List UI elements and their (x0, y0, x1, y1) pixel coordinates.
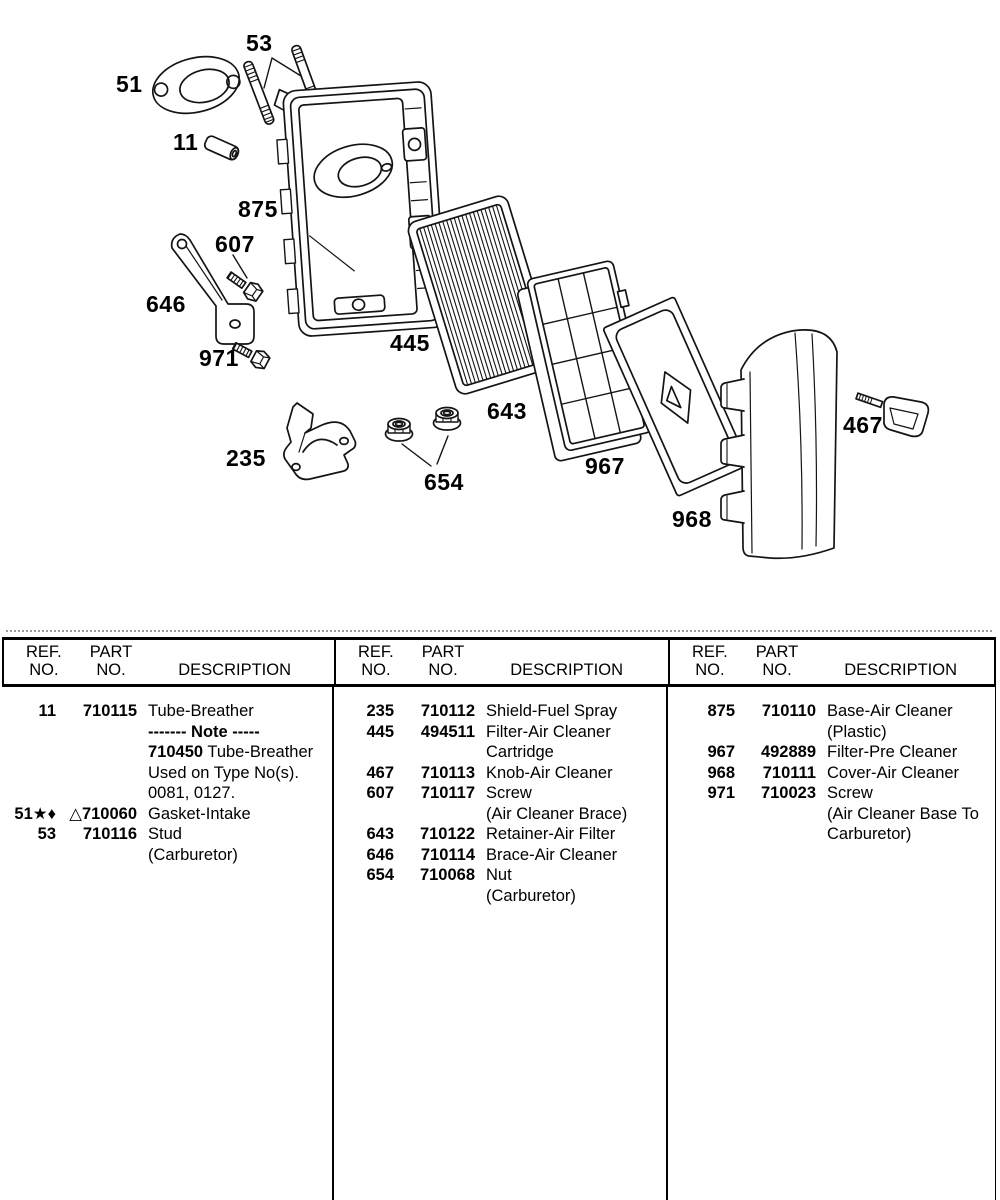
description (816, 783, 995, 845)
table-column-1 (0, 687, 334, 1200)
parts-table-body (0, 687, 996, 1200)
description-text: Shield-Fuel Spray (486, 702, 618, 720)
description (816, 742, 995, 763)
description-text: Used on Type No(s). (148, 763, 300, 782)
ref-no: 875 (707, 702, 735, 720)
table-header-column-2 (336, 640, 670, 684)
header-line: REF. (26, 643, 62, 661)
description (475, 783, 666, 824)
description (475, 865, 666, 906)
part-label-654: 654 (424, 469, 464, 495)
header-line: NO. (361, 661, 391, 679)
base-air-cleaner-drawing (273, 79, 447, 337)
part-label-607: 607 (215, 231, 255, 257)
part-no: 492889 (760, 743, 816, 761)
ref-no: 53 (37, 825, 56, 843)
part-label-646: 646 (146, 291, 186, 317)
description-text: 0081, 0127. (148, 784, 236, 802)
table-row (0, 701, 332, 804)
description (475, 722, 666, 763)
table-row (338, 722, 666, 763)
description-text: Gasket-Intake (148, 804, 251, 823)
part-no: 710112 (420, 702, 475, 720)
part-label-445: 445 (390, 330, 430, 356)
ref-no: 643 (366, 825, 394, 843)
part-no: 710122 (419, 825, 475, 843)
leader-line-654 (402, 436, 448, 466)
description-text: Retainer-Air Filter (486, 825, 616, 843)
header-line: NO. (695, 661, 725, 679)
description (137, 824, 332, 865)
description (475, 701, 666, 722)
header-description: DESCRIPTION (178, 661, 292, 679)
description-text: Screw (486, 784, 532, 802)
table-row (679, 742, 995, 763)
table-column-2 (334, 687, 668, 1200)
header-line: NO. (29, 661, 59, 679)
description-text: Nut (486, 866, 512, 884)
description-text: Base-Air Cleaner (827, 702, 953, 720)
description-line (827, 722, 995, 743)
table-row (338, 845, 666, 866)
ref-no: 646 (366, 845, 394, 864)
description-text: (Air Cleaner Base To (827, 804, 979, 823)
ref-no: 967 (707, 743, 735, 761)
header-line: PART (421, 643, 465, 661)
description-text: Cover-Air Cleaner (827, 763, 960, 782)
description-text: Tube-Breather (203, 743, 314, 761)
part-label-971: 971 (199, 345, 239, 371)
part-no: 710023 (760, 784, 816, 802)
description (816, 763, 995, 784)
description-line (827, 804, 995, 825)
description-line (827, 701, 995, 722)
part-no: 710115 (82, 702, 137, 720)
ref-no: 445 (366, 722, 394, 741)
description (816, 701, 995, 742)
part-no: 710111 (762, 763, 816, 782)
header-description: DESCRIPTION (510, 661, 624, 679)
description (475, 763, 666, 784)
header-description: DESCRIPTION (844, 661, 958, 679)
table-row (338, 701, 666, 722)
part-no: 710113 (420, 763, 475, 782)
header-line: REF. (358, 643, 394, 661)
description-text: (Air Cleaner Brace) (486, 804, 628, 823)
ref-no: 11 (38, 702, 56, 720)
description (475, 824, 666, 845)
description-line (486, 763, 666, 784)
description (137, 701, 332, 804)
header-line: NO. (96, 661, 126, 679)
description-line (827, 824, 995, 845)
description-line (486, 742, 666, 763)
description-line (486, 701, 666, 722)
header-line: PART (89, 643, 133, 661)
description-text: Screw (827, 784, 873, 802)
description-text: 710450 (148, 743, 204, 761)
header-part-no (90, 643, 132, 679)
part-no: 494511 (420, 722, 475, 741)
ref-no: 968 (707, 763, 735, 782)
description-line (827, 783, 995, 804)
part-label-467: 467 (843, 412, 883, 438)
ref-no: 235 (366, 702, 394, 720)
header-line: NO. (762, 661, 792, 679)
tube-breather-drawing (203, 135, 240, 162)
description-text: Tube-Breather (148, 702, 254, 720)
description-line (148, 804, 332, 825)
ref-no: 654 (366, 866, 394, 884)
table-row (0, 824, 332, 865)
table-top-dotted-rule (6, 630, 992, 632)
ref-no: 971 (707, 784, 735, 802)
table-header-column-1 (4, 640, 336, 684)
table-column-3 (668, 687, 995, 1200)
table-row (679, 763, 995, 784)
description-text: (Carburetor) (486, 886, 576, 905)
description-text: Carburetor) (827, 825, 912, 843)
part-no: △710060 (69, 804, 137, 823)
description (137, 804, 332, 825)
header-part-no (756, 643, 798, 679)
description-text: Cartridge (486, 743, 554, 761)
description-line (486, 845, 666, 866)
part-label-968: 968 (672, 506, 712, 532)
parts-table-header (2, 637, 996, 687)
cover-air-cleaner-drawing (721, 330, 837, 558)
description-text: (Plastic) (827, 722, 887, 741)
description-line (148, 845, 332, 866)
part-label-235: 235 (226, 445, 266, 471)
part-no: 710110 (761, 702, 816, 720)
header-line: REF. (692, 643, 728, 661)
description-line (486, 886, 666, 907)
table-row (338, 783, 666, 824)
table-row (679, 701, 995, 742)
description-line (486, 783, 666, 804)
description-line (486, 722, 666, 743)
part-label-643: 643 (487, 398, 527, 424)
gasket-intake-drawing (147, 48, 245, 122)
ref-no: 467 (366, 763, 394, 782)
nut-carburetor-drawing (386, 408, 461, 442)
description-line (148, 742, 332, 763)
description-line (148, 763, 332, 784)
header-ref-no (692, 643, 728, 679)
header-part-no (422, 643, 464, 679)
description-text: Stud (148, 825, 182, 843)
table-header-column-3 (670, 640, 994, 684)
header-ref-no (358, 643, 394, 679)
table-row (338, 824, 666, 845)
part-no: 710116 (82, 825, 137, 843)
ref-no: 607 (366, 784, 394, 802)
description-text: Knob-Air Cleaner (486, 763, 613, 782)
description-text: Filter-Pre Cleaner (827, 743, 958, 761)
description-line (148, 722, 332, 743)
table-row (0, 804, 332, 825)
table-row (338, 763, 666, 784)
description-line (148, 824, 332, 845)
part-label-53: 53 (246, 30, 273, 56)
header-line: NO. (428, 661, 458, 679)
description-line (148, 783, 332, 804)
part-label-51: 51 (116, 71, 143, 97)
part-no: 710117 (420, 784, 475, 802)
description-text: (Carburetor) (148, 845, 238, 864)
description-text: Filter-Air Cleaner (486, 722, 611, 741)
description (475, 845, 666, 866)
part-no: 710114 (420, 845, 475, 864)
description-line (486, 804, 666, 825)
description-line (486, 824, 666, 845)
table-row (679, 783, 995, 845)
part-label-11: 11 (173, 129, 199, 155)
part-no: 710068 (419, 866, 475, 884)
shield-fuel-spray-drawing (284, 403, 356, 479)
description-line (148, 701, 332, 722)
header-ref-no (26, 643, 62, 679)
description-text: ------- Note ----- (148, 722, 260, 741)
description-line (827, 742, 995, 763)
description-text: Brace-Air Cleaner (486, 845, 618, 864)
description-line (486, 865, 666, 886)
part-label-967: 967 (585, 453, 625, 479)
ref-no: 51★♦ (14, 804, 56, 823)
header-line: PART (755, 643, 799, 661)
table-row (338, 865, 666, 906)
part-label-875: 875 (238, 196, 278, 222)
description-line (827, 763, 995, 784)
